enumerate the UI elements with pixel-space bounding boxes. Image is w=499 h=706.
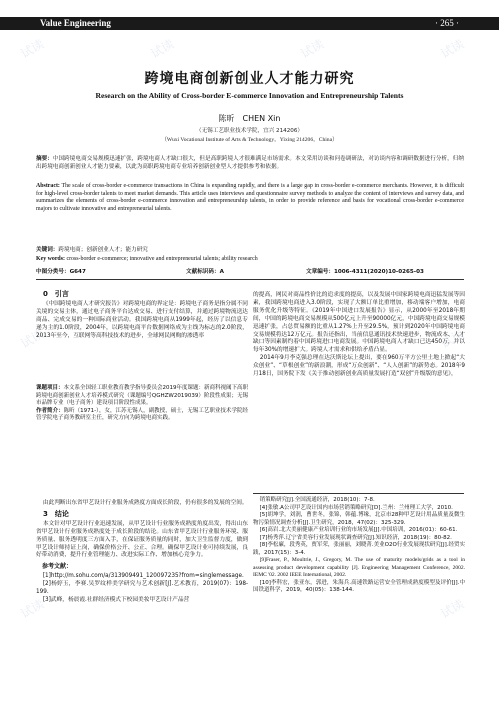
growth-paragraph: 由此判断出东省甲艺设计行业服务成熟度方面成长阶段，仍有很多的发展的空间。 [42,500,248,506]
reference-item: 销策略研究[J].全国流通经济，2018(10)：7-8. [259,497,375,503]
reference-item: [9]Fraser, P., Moultrie, J., Gregory, M. The use of maturity models/grids as a tool in assessing product development capability [J]. Engineering Management Conference, 2002. IEMC '02. 2002 IEEE International, 2002. [253,557,465,578]
right-references [253,497,465,595]
watermark-text: 试读 [438,596,467,621]
abstract-label-english: Abstract: [36,183,60,189]
section-heading-conclusion: 3 结论 [43,509,69,518]
right-column-top [253,292,465,379]
right-divider [253,493,464,494]
watermark-text: 试读 [438,326,467,351]
document-code: 文献标识码：A [186,269,224,275]
references-heading: 参考文献： [42,563,73,571]
reference-item: [2]杨婷玉，李赛.吴罗纹样美学研究与艺术创新[J].艺术教育，2019(07)：198-199. [36,581,248,596]
author-name: 陈昕 CHEN Xin [218,114,281,123]
project-label: 课题项目： [36,385,64,391]
section-heading-intro: 0 引言 [43,290,69,298]
affiliation-chinese: （无锡工艺职业技术学院，宜兴 214206） [195,128,304,134]
watermark-text: 试读 [438,36,467,61]
watermark-text: 试读 [18,36,47,61]
affiliation-english: （Wuxi Vocational Institute of Arts & Technology，Yixing 214206，China） [161,137,338,143]
journal-header-band [0,17,499,30]
intro-paragraph: 《中国跨境电商人才研究报告》对跨境电商的界定是：跨境电子商务是指分属不同关境的交易主体，通过电子商务平台达成交易、进行支付结算，并通过跨境物流送达商品、完成交易的一种国际商业活动。我国跨境电商从1999年起，经历了以信息专递为主的1.0阶段，2004年，以跨境电商平台数据网络成为主线为标志的2.0阶段，2013年至今，互联网等高科技技术的进步，全球网民网购的渗透率 [36,300,248,339]
keywords-text-english: cross-border e-commerce; innovative and entrepreneurial talents; ability research [66,256,258,262]
watermark-text: 试读 [148,36,177,61]
watermark-text: 试读 [18,326,47,351]
paper-title: 跨境电商创新创业人才能力研究 [144,71,355,87]
abstract-text: 中国跨境电商交易规模迅速扩张，跨境电商人才缺口很大，但是高职跨境人才很难满足市场需求。本文采用访谈和问卷调研法，对访谈内容和调研数据进行分析，归纳出跨境电商创新创业人才能力要素，以此为高职跨境电商专业培养创新创业型人才提供参考和依据。 [36,156,464,170]
keywords-english [36,256,464,264]
watermark-text: 试读 [18,596,47,621]
market-paragraph: 的提高，网民对商品性价比的追求度的提高，以及发展中国家跨境电商迅猛发展等因素，我国跨境电商进入3.0阶段，实现了大额订单比重增加，移动端客户增加，电商服务优化升级等特征。《2019年中国进口发展报告》显示，从2000年至2018年期间，中国的跨境电商交易规模从500亿元上升至90000亿元，中国跨境电商交易规模迅速扩张，占总贸易额的比重从1.27%上升至29.5%，预计到2020年中国跨境电商交易规模将达12万亿元。报告还指出，当前信息通讯技术快速进步，物流成本、人才缺口等因素制约着中国跨境进口电商发展。中国跨境电商人才缺口已达450万，并以每年30%的增速扩大。跨境人才需求和供给矛盾凸显。 [253,292,465,354]
keywords-label: 关键词： [36,247,59,253]
reference-item: [7]杨秀萍.辽宁省美容行业发展现状调查研究[J].知识经济，2018(19)：80-82. [259,534,452,541]
reference-item: [5]胡坤学，刘润，曹世冬，张锦，韩蕴.博缘，北京市28种甲艺设计用品质量及微生物污染情况调查分析[J].卫生研究，2018，47(02)：325-329. [253,512,465,526]
reference-item: [10]李科宏，张亚东，郭进，朱海兵.高速铁路运营安全管理成熟度模型及评价[J].中国铁道科学，2019，40(05)：138-144. [253,579,465,593]
abstract-chinese [36,156,464,171]
reference-item: [8]李松廉，段秀英，贾军荣，张丽丽，刘晓菁.美业O2O行业发展现状研究[J].经贸实践，2017(15)：3-4. [253,542,465,556]
keywords-text: 跨境电商；创新创业人才；能力研究 [58,247,148,253]
reference-item: [1]http://m.sohu.com/a/313909491_120097235?from=singlemessage. [42,573,244,580]
keywords-chinese [36,247,464,255]
left-column-top [36,288,248,340]
paper-title-english: Research on the Ability of Cross-border E-commerce Innovation and Entrepreneurship Talents [95,91,404,100]
bio-text: 陈昕（1971-），女，江苏无锡人，副教授，硕士，无锡工艺职业技术学院经管学院电子商务教研室主任，研究方向为跨境电商实践。 [36,407,248,422]
watermark-text: 试读 [298,36,327,61]
left-column-bottom [36,500,248,605]
abstract-english [36,183,464,213]
reference-item: [6]高岩.北大美丽健康产业培训行业的市场发展[J].中国培训，2016(01)：60-61. [259,527,458,533]
keywords-label-english: Key words: [36,256,65,262]
article-id: 文章编号：1006-4311(2020)10-0265-03 [306,269,424,275]
meta-divider [36,279,464,280]
abstract-label: 摘要： [36,156,53,162]
bio-label: 作者简介： [36,407,64,414]
conclusion-paragraph: 本文针对甲艺设计行业迅速发展，从甲艺设计行业服务成熟度角度出发，得出山东省甲艺设计行业服务成熟度处于成长阶段的结论。山东省甲艺设计行业服务环境、服务质量、服务透明度三方面入手，在保证服务质量的同时，加大卫生监督力度，做到甲艺设计师持证上岗，确保价格公开、公正、合理。确保甲艺设计业可持续发展，良好带动消费，提升行业管理能力、改进实际工作、增加核心竞争力。 [36,520,248,559]
reference-item: [3]武峰，杨晨霞.社群经济模式下校园美妆甲艺设计产品营 [42,596,190,603]
project-text: 本文系全国轻工职业教育教学指导委员会2019年度课题：新商科视阈下高职跨境电商创新创业人才培养模式研究（课题编号QGHZW2019039）阶段性成果；无锡市品牌专业（电子商务）建设项目阶段性成果。 [36,385,249,407]
abstract-text-english: The scale of cross-border e-commerce transactions in China is expanding rapidly, and there is a large gap in cross-border e-commerce merchants. However, it is difficult for high-level cross-border talents to meet market demands. This article uses interviews and questionnaire survey methods to analyze the content of interviews and survey data, and summarizes the elements of cross-border e-commerce innovation and entrepreneurship talents, in order to provide reference and basis for vocational cross-border e-commerce majors to cultivate innovative and entrepreneurial talents. [36,183,464,212]
funding-note [36,385,248,423]
reference-item: [4]张敏.A公司甲艺设计国内市场营销策略研究[D].兰州：兰州理工大学，2010. [259,504,453,511]
clc-number: 中图分类号：G647 [36,269,86,275]
journal-name: Value Engineering [40,18,111,28]
page-number: · 265 · [435,18,459,28]
policy-paragraph: 2014年9月李克强总理在达沃斯论坛上提出，要在960万平方公里土地上掀起“大众创业”、“草根创业”的新浪潮，形成“万众创新”、“人人创新”的新势态。2018年9月18日，国务院下发《关于推动创新创业高质量发展打造“双创”升级版的意见》， [253,355,465,378]
